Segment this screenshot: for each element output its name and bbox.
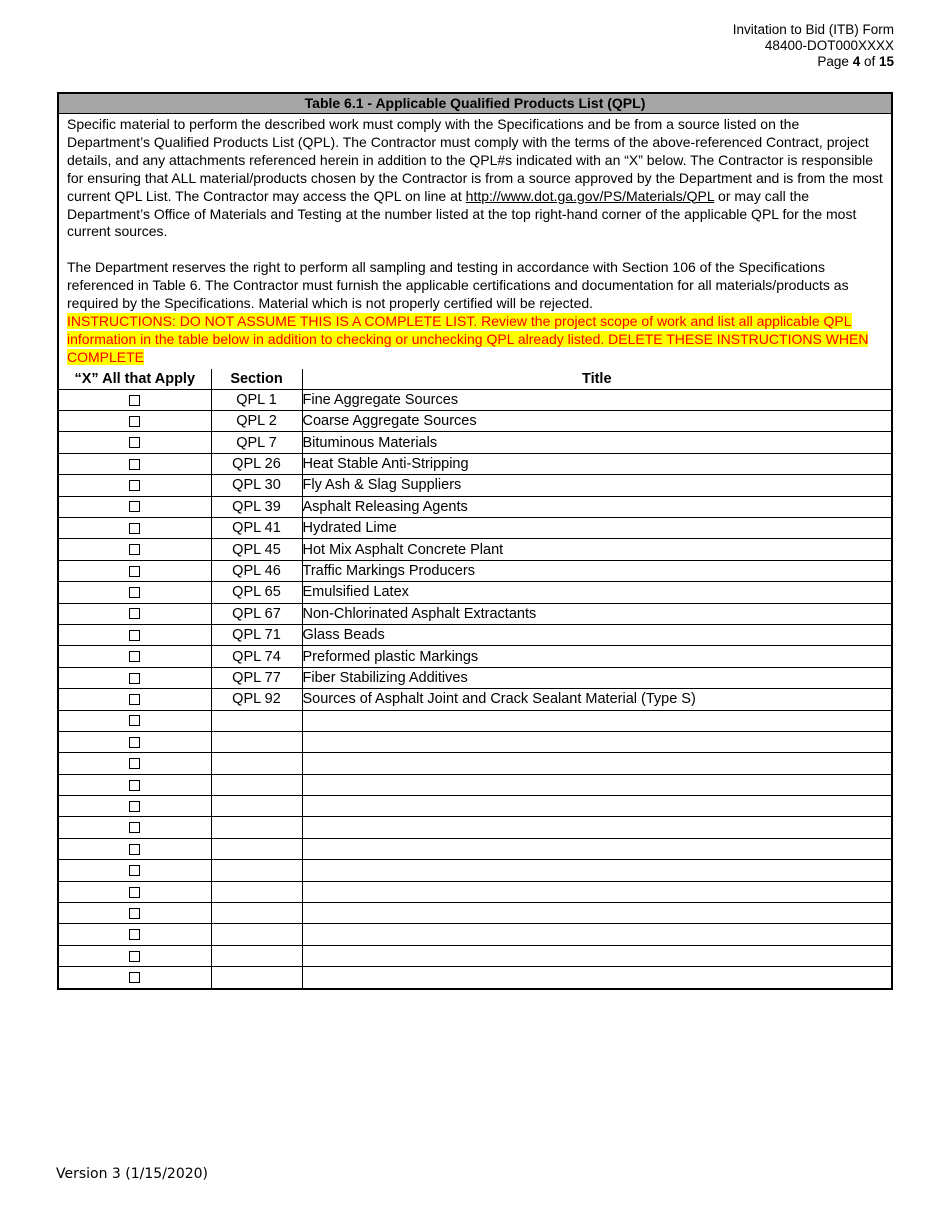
section-cell: [211, 881, 302, 902]
title-cell: Coarse Aggregate Sources: [302, 411, 891, 432]
apply-checkbox[interactable]: [129, 459, 140, 470]
apply-checkbox[interactable]: [129, 480, 140, 491]
title-cell: [302, 903, 891, 924]
title-cell: Asphalt Releasing Agents: [302, 496, 891, 517]
table-row: [59, 624, 891, 645]
table-row: [59, 496, 891, 517]
form-title: Invitation to Bid (ITB) Form: [732, 22, 894, 37]
apply-checkbox[interactable]: [129, 694, 140, 705]
apply-cell: [59, 774, 211, 795]
title-cell: Sources of Asphalt Joint and Crack Sealant Material (Type S): [302, 689, 891, 710]
intro-text-1a: Specific material to perform the described work must comply with the Specifications and be from a source listed on the Department’s Qualified Products List (QPL). The Contractor must comply with the terms of the above-referenced Contract, project details, and any attachments referenced herein in addition to the QPL#s indicated with an “X” below. The Contractor is responsible for ensuring that ALL material/products chosen by the Contractor is from a source approved by the Department and is from the most current QPL List. The Contractor may access the QPL on line at: [67, 116, 883, 204]
title-cell: Non-Chlorinated Asphalt Extractants: [302, 603, 891, 624]
title-cell: [302, 860, 891, 881]
table-row: [59, 560, 891, 581]
table-intro: [59, 114, 891, 369]
title-cell: Fine Aggregate Sources: [302, 389, 891, 410]
apply-cell: [59, 903, 211, 924]
apply-cell: [59, 496, 211, 517]
column-header-section: Section: [211, 369, 302, 390]
apply-checkbox[interactable]: [129, 822, 140, 833]
table-row: [59, 475, 891, 496]
apply-cell: [59, 389, 211, 410]
table-row: [59, 881, 891, 902]
title-cell: [302, 710, 891, 731]
section-cell: [211, 731, 302, 752]
section-cell: QPL 1: [211, 389, 302, 410]
qpl-table: [59, 369, 891, 988]
section-cell: [211, 838, 302, 859]
section-cell: QPL 92: [211, 689, 302, 710]
table-row: [59, 539, 891, 560]
apply-cell: [59, 624, 211, 645]
page-current: 4: [852, 54, 861, 69]
apply-checkbox[interactable]: [129, 887, 140, 898]
title-cell: [302, 817, 891, 838]
apply-checkbox[interactable]: [129, 566, 140, 577]
apply-cell: [59, 967, 211, 988]
title-cell: [302, 838, 891, 859]
apply-cell: [59, 432, 211, 453]
apply-cell: [59, 817, 211, 838]
version-footer: Version 3 (1/15/2020): [56, 1166, 208, 1182]
section-cell: [211, 796, 302, 817]
apply-checkbox[interactable]: [129, 673, 140, 684]
apply-cell: [59, 753, 211, 774]
page-indicator: [733, 54, 894, 70]
apply-checkbox[interactable]: [129, 780, 140, 791]
section-cell: QPL 74: [211, 646, 302, 667]
apply-checkbox[interactable]: [129, 715, 140, 726]
apply-checkbox[interactable]: [129, 865, 140, 876]
intro-text-1b: or may call the Department’s Office of Materials and Testing at the number listed at the top right-hand corner of the applicable QPL for the most current sources.: [67, 187, 857, 240]
section-cell: [211, 945, 302, 966]
table-row: [59, 817, 891, 838]
title-cell: [302, 774, 891, 795]
section-cell: QPL 41: [211, 518, 302, 539]
table-row: [59, 518, 891, 539]
apply-cell: [59, 689, 211, 710]
apply-cell: [59, 945, 211, 966]
apply-checkbox[interactable]: [129, 844, 140, 855]
title-cell: Heat Stable Anti-Stripping: [302, 453, 891, 474]
title-cell: [302, 796, 891, 817]
apply-checkbox[interactable]: [129, 544, 140, 555]
title-cell: Glass Beads: [302, 624, 891, 645]
apply-cell: [59, 603, 211, 624]
table-title: Table 6.1 - Applicable Qualified Products List (QPL): [59, 94, 891, 114]
title-cell: Fly Ash & Slag Suppliers: [302, 475, 891, 496]
title-cell: [302, 881, 891, 902]
page-of: of: [860, 54, 879, 69]
apply-cell: [59, 731, 211, 752]
title-cell: Preformed plastic Markings: [302, 646, 891, 667]
title-cell: Emulsified Latex: [302, 582, 891, 603]
apply-checkbox[interactable]: [129, 929, 140, 940]
apply-cell: [59, 539, 211, 560]
section-cell: [211, 774, 302, 795]
apply-cell: [59, 518, 211, 539]
section-cell: QPL 45: [211, 539, 302, 560]
section-cell: QPL 7: [211, 432, 302, 453]
section-cell: [211, 924, 302, 945]
apply-cell: [59, 582, 211, 603]
apply-cell: [59, 411, 211, 432]
section-cell: QPL 77: [211, 667, 302, 688]
table-row: [59, 753, 891, 774]
apply-checkbox[interactable]: [129, 437, 140, 448]
apply-checkbox[interactable]: [129, 630, 140, 641]
section-cell: QPL 39: [211, 496, 302, 517]
page-total: 15: [878, 54, 894, 69]
apply-checkbox[interactable]: [129, 651, 140, 662]
title-cell: [302, 753, 891, 774]
section-cell: QPL 26: [211, 453, 302, 474]
apply-checkbox[interactable]: [129, 523, 140, 534]
apply-checkbox[interactable]: [129, 737, 140, 748]
section-cell: QPL 30: [211, 475, 302, 496]
apply-cell: [59, 560, 211, 581]
title-cell: [302, 731, 891, 752]
table-row: [59, 689, 891, 710]
table-row: [59, 924, 891, 945]
apply-checkbox[interactable]: [129, 908, 140, 919]
table-row: [59, 582, 891, 603]
table-row: [59, 603, 891, 624]
table-row: [59, 731, 891, 752]
section-cell: [211, 967, 302, 988]
apply-cell: [59, 838, 211, 859]
table-row: [59, 667, 891, 688]
table-row: [59, 432, 891, 453]
table-row: [59, 945, 891, 966]
title-cell: Hot Mix Asphalt Concrete Plant: [302, 539, 891, 560]
table-header-row: [59, 369, 891, 390]
apply-checkbox[interactable]: [129, 501, 140, 512]
section-cell: QPL 71: [211, 624, 302, 645]
title-cell: Bituminous Materials: [302, 432, 891, 453]
page-prefix: Page: [817, 54, 853, 69]
apply-checkbox[interactable]: [129, 416, 140, 427]
apply-checkbox[interactable]: [129, 608, 140, 619]
apply-checkbox[interactable]: [129, 758, 140, 769]
table-row: [59, 389, 891, 410]
section-cell: [211, 753, 302, 774]
apply-cell: [59, 924, 211, 945]
apply-checkbox[interactable]: [129, 801, 140, 812]
title-cell: Hydrated Lime: [302, 518, 891, 539]
table-row: [59, 710, 891, 731]
section-cell: [211, 710, 302, 731]
table-row: [59, 838, 891, 859]
column-header-title: Title: [302, 369, 891, 390]
apply-cell: [59, 475, 211, 496]
table-row: [59, 774, 891, 795]
title-cell: [302, 924, 891, 945]
intro-text-2: The Department reserves the right to perform all sampling and testing in accordance with Section 106 of the Specifications referenced in Table 6. The Contractor must furnish the applicable certifications and documentation for all materials/products as required by the Specifications. Material which is not properly certified will be rejected.: [67, 259, 849, 312]
instructions-highlight: INSTRUCTIONS: DO NOT ASSUME THIS IS A COMPLETE LIST. Review the project scope of work and list all applicable QPL information in the table below in addition to checking or unchecking QPL already listed. DELETE THESE INSTRUCTIONS WHEN COMPLETE: [67, 312, 869, 365]
apply-cell: [59, 453, 211, 474]
section-cell: QPL 65: [211, 582, 302, 603]
apply-checkbox[interactable]: [129, 587, 140, 598]
apply-cell: [59, 667, 211, 688]
section-cell: QPL 67: [211, 603, 302, 624]
title-cell: [302, 945, 891, 966]
apply-checkbox[interactable]: [129, 972, 140, 983]
section-cell: [211, 860, 302, 881]
title-cell: Traffic Markings Producers: [302, 560, 891, 581]
apply-cell: [59, 646, 211, 667]
title-cell: Fiber Stabilizing Additives: [302, 667, 891, 688]
section-cell: [211, 817, 302, 838]
section-cell: [211, 903, 302, 924]
table-row: [59, 967, 891, 988]
intro-paragraph-2: [67, 259, 883, 366]
qpl-table-container: [57, 92, 893, 990]
section-cell: QPL 2: [211, 411, 302, 432]
table-row: [59, 903, 891, 924]
table-row: [59, 646, 891, 667]
table-row: [59, 796, 891, 817]
column-header-apply: “X” All that Apply: [59, 369, 211, 390]
section-cell: QPL 46: [211, 560, 302, 581]
table-row: [59, 453, 891, 474]
qpl-link[interactable]: http://www.dot.ga.gov/PS/Materials/QPL: [465, 187, 715, 204]
apply-checkbox[interactable]: [129, 951, 140, 962]
document-header: [733, 22, 894, 70]
form-number: 48400-DOT000XXXX: [764, 38, 894, 53]
apply-cell: [59, 710, 211, 731]
table-row: [59, 411, 891, 432]
intro-paragraph-1: [67, 116, 883, 241]
apply-cell: [59, 860, 211, 881]
apply-cell: [59, 881, 211, 902]
apply-cell: [59, 796, 211, 817]
table-row: [59, 860, 891, 881]
title-cell: [302, 967, 891, 988]
apply-checkbox[interactable]: [129, 395, 140, 406]
